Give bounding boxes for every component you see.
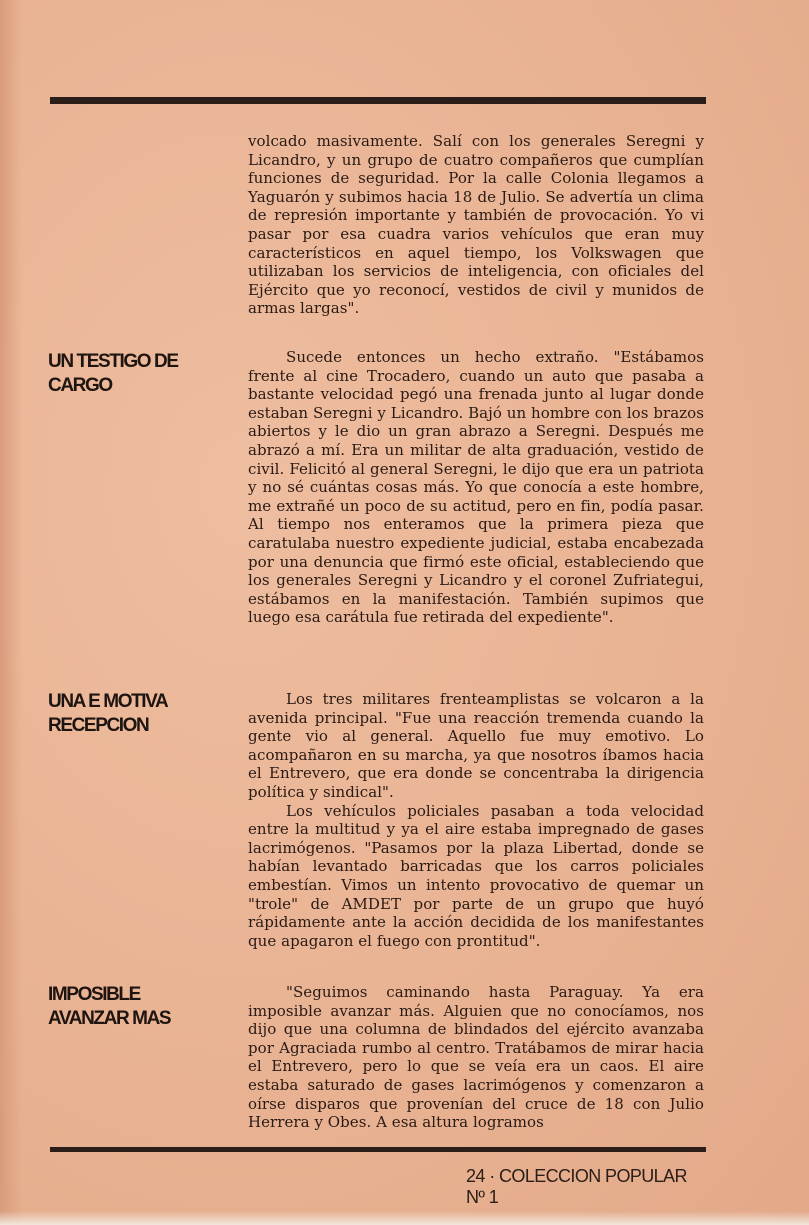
paragraph-2: Sucede entonces un hecho extraño. "Estábamos frente al cine Trocadero, cuando un auto que pasaba a bastante velocidad pegó una frenada junto al lugar donde estaban Seregni y Licandro. Bajó un hombre con los brazos abiertos y le dio un gran abrazo a Seregni. Después me abrazó a mí. Era un militar de alta graduación, vestido de civil. Felicitó al general Seregni, le dijo que era un patriota y no sé cuántas cosas más. Yo que conocía a este hombre, me extrañé un poco de su actitud, pero en fin, podía pasar. Al tiempo nos enteramos que la primera pieza que caratulaba nuestro expediente judicial, estaba encabezada por una denuncia que firmó este oficial, estableciendo que los generales Seregni y Licandro y el coronel Zufriategui, estábamos en la manifestación. También supimos que luego esa carátula fue retirada del expediente".	[248, 348, 704, 627]
side-heading-recepcion: UNA E MOTIVA RECEPCION	[48, 691, 167, 736]
page-folio: 24 · COLECCION POPULAR Nº 1	[466, 1166, 687, 1207]
page-edge-bottom	[0, 1211, 809, 1225]
body-text-block-1	[248, 132, 704, 318]
paragraph-1: volcado masivamente. Salí con los generales Seregni y Licandro, y un grupo de cuatro compañeros que cumplían funciones de seguridad. Por la calle Colonia llegamos a Yaguarón y subimos hacia 18 de Julio. Se advertía un clima de represión importante y también de provocación. Yo vi pasar por esa cuadra varios vehículos que eran muy característicos en aquel tiempo, los Volkswagen que utilizaban los servicios de inteligencia, con oficiales del Ejército que yo reconocí, vestidos de civil y munidos de armas largas".	[248, 132, 704, 318]
side-heading-testigo: UN TESTIGO DE CARGO	[48, 351, 178, 396]
body-text-block-4	[248, 983, 704, 1132]
paragraph-4: Los vehículos policiales pasaban a toda velocidad entre la multitud y ya el aire estaba impregnado de gases lacrimógenos. "Pasamos por la plaza Libertad, donde se habían levantado barricadas que los carros policiales embestían. Vimos un intento provocativo de quemar un "trole" de AMDET por parte de un grupo que huyó rápidamente ante la acción decidida de los manifestantes que apagaron el fuego con prontitud".	[248, 801, 704, 950]
paragraph-3: Los tres militares frenteamplistas se volcaron a la avenida principal. "Fue una reacción tremenda cuando la gente vio al general. Aquello fue muy emotivo. Lo acompañaron en su marcha, ya que nosotros íbamos hacia el Entrevero, que era donde se concentraba la dirigencia política y sindical".	[248, 690, 704, 801]
page-shadow-left	[0, 0, 22, 1225]
paragraph-5: "Seguimos caminando hasta Paraguay. Ya era imposible avanzar más. Alguien que no conocíamos, nos dijo que una columna de blindados del ejército avanzaba por Agraciada rumbo al centro. Tratábamos de mirar hacia el Entrevero, pero lo que se veía era un caos. El aire estaba saturado de gases lacrimógenos y comenzaron a oírse disparos que provenían del cruce de 18 con Julio Herrera y Obes. A esa altura logramos	[248, 983, 704, 1132]
top-rule	[50, 97, 706, 104]
body-text-block-3	[248, 690, 704, 950]
side-heading-imposible: IMPOSIBLE AVANZAR MAS	[48, 984, 171, 1029]
bottom-rule	[50, 1147, 706, 1152]
body-text-block-2	[248, 348, 704, 627]
